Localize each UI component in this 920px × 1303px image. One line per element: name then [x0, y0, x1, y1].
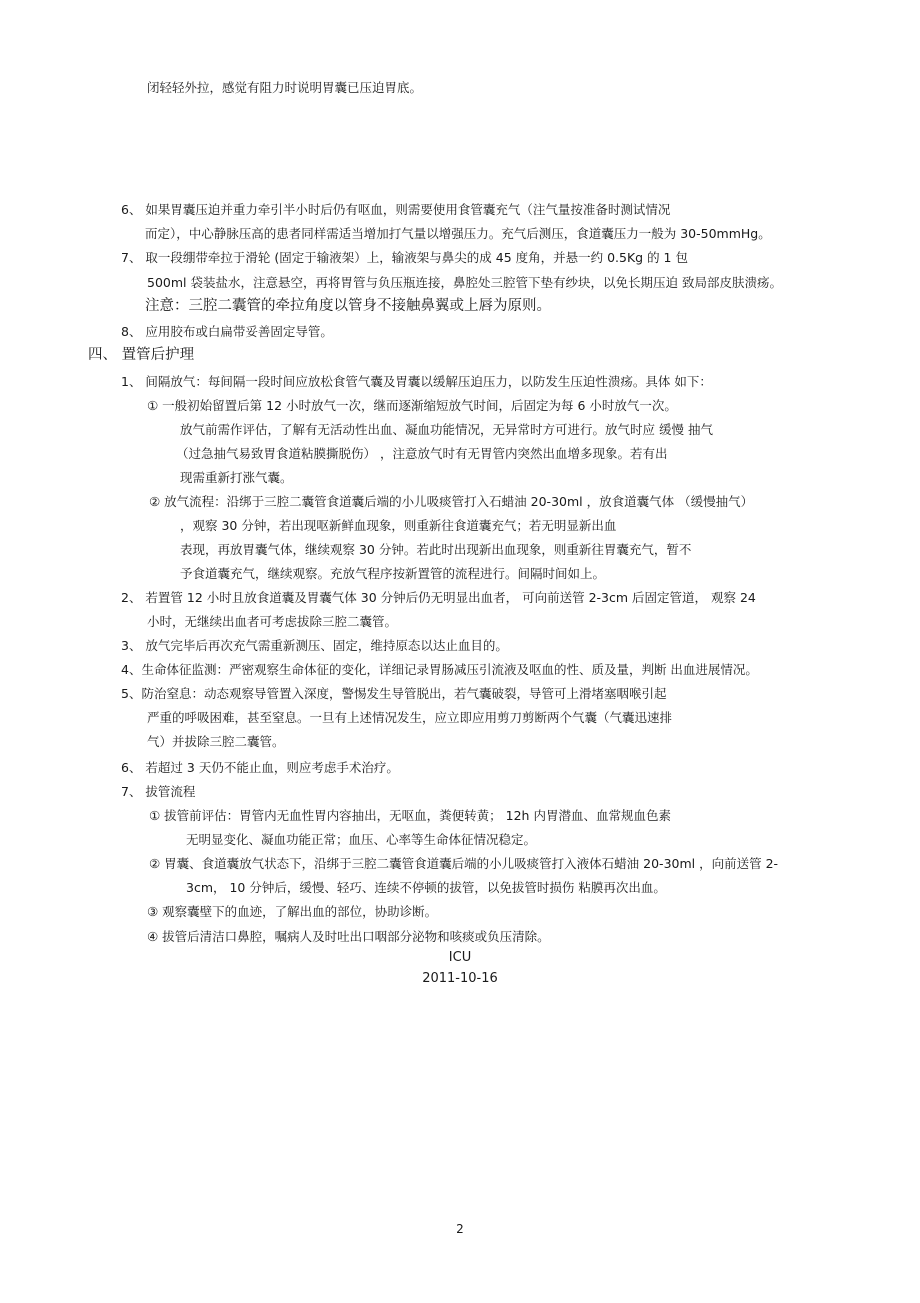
body-line: 小时，无继续出血者可考虑拔除三腔二囊管。 [147, 614, 398, 629]
list-item-1: 1、 间隔放气：每间隔一段时间应放松食管气囊及胃囊以缓解压迫压力，以防发生压迫性溃疡。具体 如下： [121, 374, 712, 389]
section-heading: 四、 置管后护理 [88, 347, 195, 363]
footer-dept: ICU [448, 950, 472, 965]
body-line: 而定），中心静脉压高的患者同样需适当增加打气量以增强压力。充气后测压，食道囊压力一般为 30-50mmHg。 [145, 226, 771, 241]
body-line: 闭轻轻外拉，感觉有阻力时说明胃囊已压迫胃底。 [147, 80, 423, 95]
list-item-3: 3、 放气完毕后再次充气需重新测压、固定，维持原态以达止血目的。 [121, 638, 508, 653]
list-item-7b: 7、 拔管流程 [121, 784, 196, 799]
body-line: ，观察 30 分钟，若出现呕新鲜血现象，则重新往食道囊充气；若无明显新出血 [180, 518, 617, 533]
list-item-8: 8、 应用胶布或白扁带妥善固定导管。 [121, 324, 333, 339]
sub-item-1: ① 一般初始留置后第 12 小时放气一次，继而逐渐缩短放气时间，后固定为每 6 小时放气一次。 [147, 398, 677, 413]
sub-item-2: ② 放气流程：沿绑于三腔二囊管食道囊后端的小儿吸痰管打入石蜡油 20-30ml ，放食道囊气体 （缓慢抽气） [149, 494, 754, 509]
body-line: 3cm， 10 分钟后，缓慢、轻巧、连续不停顿的拔管，以免拔管时损伤 粘膜再次出血。 [186, 880, 666, 895]
body-line: 500ml 袋装盐水，注意悬空，再将胃管与负压瓶连接，鼻腔处三腔管下垫有纱块，以免长期压迫 致局部皮肤溃疡。 [147, 275, 782, 290]
list-item-5: 5、防治窒息：动态观察导管置入深度，警惕发生导管脱出，若气囊破裂，导管可上滑堵塞咽喉引起 [121, 686, 667, 701]
footer-date: 2011-10-16 [422, 971, 498, 986]
sub-item-3: ③ 观察囊壁下的血迹，了解出血的部位，协助诊断。 [147, 904, 438, 919]
sub-item-2b: ② 胃囊、食道囊放气状态下，沿绑于三腔二囊管食道囊后端的小儿吸痰管打入液体石蜡油 20-30ml ，向前送管 2- [149, 856, 779, 871]
note-line: 注意：三腔二囊管的牵拉角度以管身不接触鼻翼或上唇为原则。 [145, 298, 551, 314]
page-number: 2 [456, 1222, 464, 1236]
list-item-4: 4、生命体征监测：严密观察生命体征的变化，详细记录胃肠减压引流液及呕血的性、质及量，判断 出血进展情况。 [121, 662, 758, 677]
list-item-2: 2、 若置管 12 小时且放食道囊及胃囊气体 30 分钟后仍无明显出血者， 可向前送管 2-3cm 后固定管道， 观察 24 [121, 590, 756, 605]
body-line: 气）并拔除三腔二囊管。 [147, 734, 285, 749]
list-item-6: 6、 如果胃囊压迫并重力牵引半小时后仍有呕血，则需要使用食管囊充气（注气量按准备时测试情况 [121, 202, 671, 217]
sub-item-1b: ① 拔管前评估：胃管内无血性胃内容抽出，无呕血，粪便转黄； 12h 内胃潜血、血常规血色素 [149, 808, 671, 823]
body-line: （过急抽气易致胃食道粘膜撕脱伤） ，注意放气时有无胃管内突然出血增多现象。若有出 [176, 446, 668, 461]
body-line: 严重的呼吸困难，甚至窒息。一旦有上述情况发生，应立即应用剪刀剪断两个气囊（气囊迅速排 [147, 710, 673, 725]
body-line: 放气前需作评估，了解有无活动性出血、凝血功能情况，无异常时方可进行。放气时应 缓慢 抽气 [180, 422, 713, 437]
body-line: 现需重新打涨气囊。 [180, 470, 293, 485]
sub-item-4: ④ 拔管后清洁口鼻腔，嘱病人及时吐出口咽部分泌物和咳痰或负压清除。 [147, 929, 550, 944]
body-line: 表现，再放胃囊气体，继续观察 30 分钟。若此时出现新出血现象，则重新往胃囊充气，暂不 [180, 542, 692, 557]
list-item-6b: 6、 若超过 3 天仍不能止血，则应考虑手术治疗。 [121, 760, 399, 775]
body-line: 无明显变化、凝血功能正常；血压、心率等生命体征情况稳定。 [186, 832, 537, 847]
list-item-7: 7、 取一段绷带牵拉于滑轮 (固定于输液架）上，输液架与鼻尖的成 45 度角，并悬一约 0.5Kg 的 1 包 [121, 250, 688, 265]
body-line: 予食道囊充气，继续观察。充放气程序按新置管的流程进行。间隔时间如上。 [180, 566, 606, 581]
